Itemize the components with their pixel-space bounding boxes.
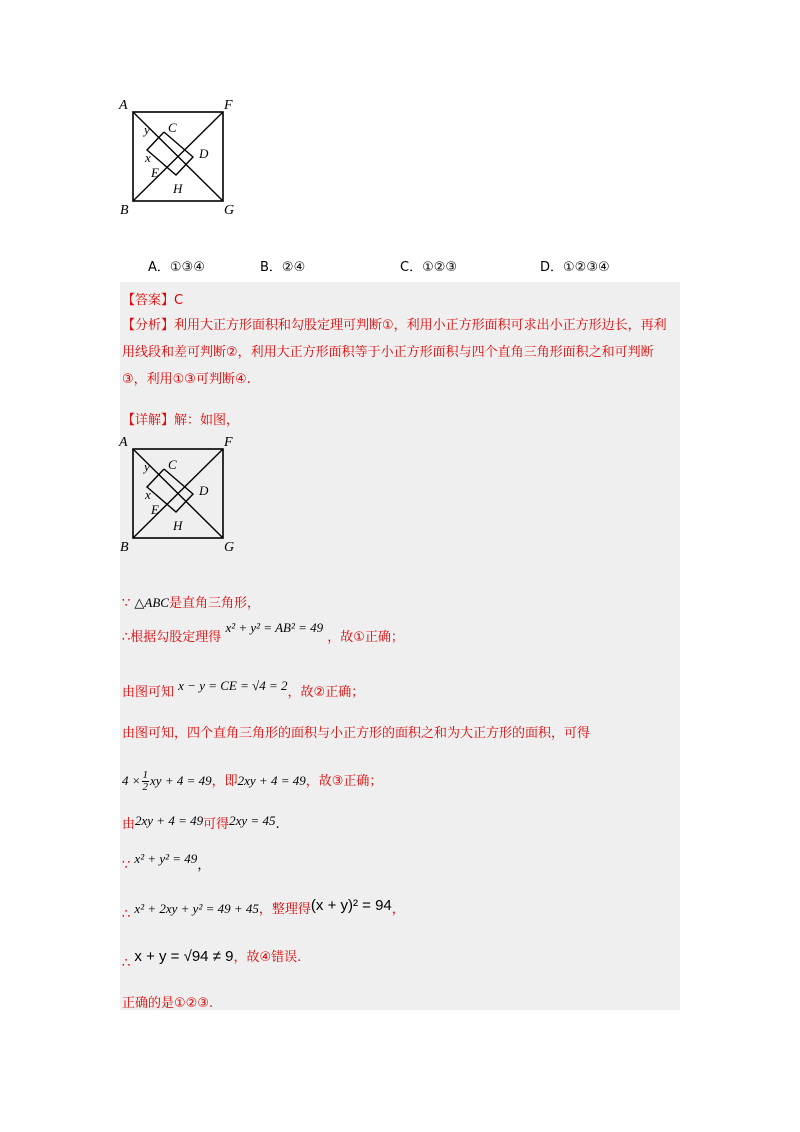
label-G: G (224, 203, 235, 218)
label-H: H (173, 518, 183, 533)
step-2-pre: 根据勾股定理得 (130, 630, 222, 645)
analysis-tag: 【分析】 (122, 318, 175, 333)
label-G: G (224, 540, 235, 555)
detail-line (122, 409, 239, 428)
fraction-denominator: 2 (142, 781, 149, 793)
step-6-post: . (275, 817, 280, 832)
geometry-figure-solution (118, 432, 243, 557)
step-9-post: ，故④错误. (233, 950, 302, 965)
because-symbol: ∵ (122, 596, 131, 611)
label-D: D (199, 483, 209, 498)
label-A: A (119, 435, 128, 450)
step-10 (122, 992, 213, 1011)
label-C: C (168, 457, 177, 472)
step-8 (122, 897, 405, 922)
answer-line (122, 289, 183, 308)
conclusion-text: 正确的是①②③. (122, 996, 214, 1011)
step-5-math-a: 4 × (122, 773, 141, 788)
geometry-figure-top (118, 95, 243, 220)
step-1-math: △ABC (134, 595, 169, 610)
step-5-math-2: 2xy + 4 = 49 (237, 773, 306, 788)
therefore-symbol-2: ∴ (122, 907, 131, 922)
label-E: E (151, 165, 159, 180)
step-3 (122, 678, 365, 700)
detail-intro: 解：如图， (174, 413, 240, 428)
step-8-post: ， (391, 902, 405, 917)
option-b[interactable]: B．②④ (260, 260, 306, 275)
step-6-mid: 可得 (203, 817, 230, 832)
answer-options (148, 256, 668, 276)
step-4-text: 由图可知，四个直角三角形的面积与小正方形的面积之和为大正方形的面积，可得 (122, 726, 591, 741)
answer-tag: 【答案】 (122, 293, 175, 308)
step-4 (122, 722, 590, 741)
step-2-post: ，故①正确； (327, 630, 404, 645)
label-B: B (120, 540, 129, 555)
option-d[interactable]: D．①②③④ (540, 260, 610, 275)
step-2 (122, 620, 404, 645)
step-7-post: ， (197, 858, 211, 873)
label-B: B (120, 203, 129, 218)
step-3-math: x − y = CE = √4 = 2 (178, 678, 288, 693)
step-3-post: ，故②正确； (287, 685, 365, 700)
step-5-mid: ，即 (211, 774, 238, 789)
because-symbol-2: ∵ (122, 858, 131, 873)
step-7-math: x² + y² = 49 (134, 851, 198, 866)
label-A: A (119, 98, 128, 113)
step-8-math: x² + 2xy + y² = 49 + 45 (134, 901, 259, 916)
option-c[interactable]: C．①②③ (400, 260, 458, 275)
label-x: x (145, 487, 151, 502)
answer-value: C (174, 293, 184, 308)
label-y: y (144, 122, 150, 137)
step-6 (122, 813, 280, 832)
step-1 (122, 592, 260, 611)
label-D: D (199, 146, 209, 161)
label-y: y (144, 459, 150, 474)
step-3-pre: 由图可知 (122, 685, 175, 700)
analysis-text: 利用大正方形面积和勾股定理可判断①，利用小正方形面积可求出小正方形边长，再利用线段和差可判断②，利用大正方形面积等于小正方形面积与四个直角三角形面积之和可判断③，利用①③可判断④. (122, 318, 667, 387)
fraction-one-half (142, 770, 150, 793)
step-1-text: 是直角三角形， (168, 596, 260, 611)
step-6-math-2: 2xy = 45 (229, 813, 276, 828)
step-9-math: x + y = √94 ≠ 9 (134, 948, 234, 965)
step-5-post: ，故③正确； (305, 774, 383, 789)
square-diagram-2 (118, 432, 243, 557)
square-diagram (118, 95, 243, 220)
therefore-symbol: ∴ (122, 630, 131, 645)
label-H: H (173, 181, 183, 196)
fraction-numerator: 1 (142, 769, 149, 781)
therefore-symbol-3: ∴ (122, 956, 131, 971)
step-5 (122, 770, 382, 793)
analysis-paragraph (122, 312, 677, 393)
label-x: x (145, 150, 151, 165)
step-9 (122, 946, 302, 971)
detail-tag: 【详解】 (122, 413, 175, 428)
label-C: C (168, 120, 177, 135)
label-F: F (224, 98, 233, 113)
label-E: E (151, 502, 159, 517)
step-6-math-1: 2xy + 4 = 49 (135, 813, 204, 828)
step-8-math-2: (x + y)² = 94 (310, 897, 392, 914)
step-6-pre: 由 (122, 817, 136, 832)
label-F: F (224, 435, 233, 450)
step-8-mid: ，整理得 (258, 902, 311, 917)
option-a[interactable]: A．①③④ (148, 260, 205, 275)
step-5-math-b: xy + 4 = 49 (150, 773, 212, 788)
step-2-math: x² + y² = AB² = 49 (225, 620, 324, 635)
step-7 (122, 848, 211, 873)
